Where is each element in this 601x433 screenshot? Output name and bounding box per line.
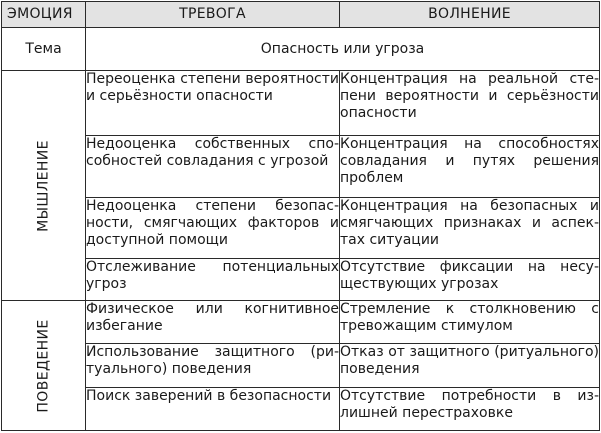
anxiety-cell: Недооценка степени безопасности, смягчающих факторов и доступной помощи [86,197,340,259]
topic-value: Опасность или угроза [86,28,600,71]
table-row [2,197,600,259]
table-row [2,71,600,136]
worry-cell: Концентрация на реальной степени вероятности и серьёзности опасности [340,71,600,136]
header-row [2,2,600,28]
worry-cell: Стремление к столкновению с тревожащим стимулом [340,301,600,344]
worry-cell: Концентрация на безопасных и смягчающих признаках и аспектах ситуации [340,197,600,259]
anxiety-cell: Переоценка степени вероятности и серьёзности опасности [86,71,340,136]
topic-row [2,28,600,71]
section-thinking-label: МЫШЛЕНИЕ [35,139,51,232]
table-row [2,388,600,431]
worry-cell: Отказ от защитного (ритуального) поведения [340,344,600,388]
section-behavior [2,301,86,431]
anxiety-cell: Использование защитного (ритуального) поведения [86,344,340,388]
table-row [2,301,600,344]
table-row [2,259,600,301]
worry-cell: Отсутствие потребности в излишней перестраховке [340,388,600,431]
table-row [2,344,600,388]
topic-label: Тема [2,28,86,71]
anxiety-cell: Недооценка собственных способностей совладания с угрозой [86,135,340,197]
comparison-table [1,1,600,431]
header-emotion: ЭМОЦИЯ [2,2,86,28]
worry-cell: Отсутствие фиксации на несуществующих угрозах [340,259,600,301]
header-anxiety: ТРЕВОГА [86,2,340,28]
section-thinking [2,71,86,301]
table-row [2,135,600,197]
worry-cell: Концентрация на способностях совладания и путях решения проблем [340,135,600,197]
header-worry: ВОЛНЕНИЕ [340,2,600,28]
anxiety-cell: Поиск заверений в безопасности [86,388,340,431]
anxiety-cell: Физическое или когнитивное избегание [86,301,340,344]
anxiety-cell: Отслеживание потенциальных угроз [86,259,340,301]
section-behavior-label: ПОВЕДЕНИЕ [35,318,51,413]
